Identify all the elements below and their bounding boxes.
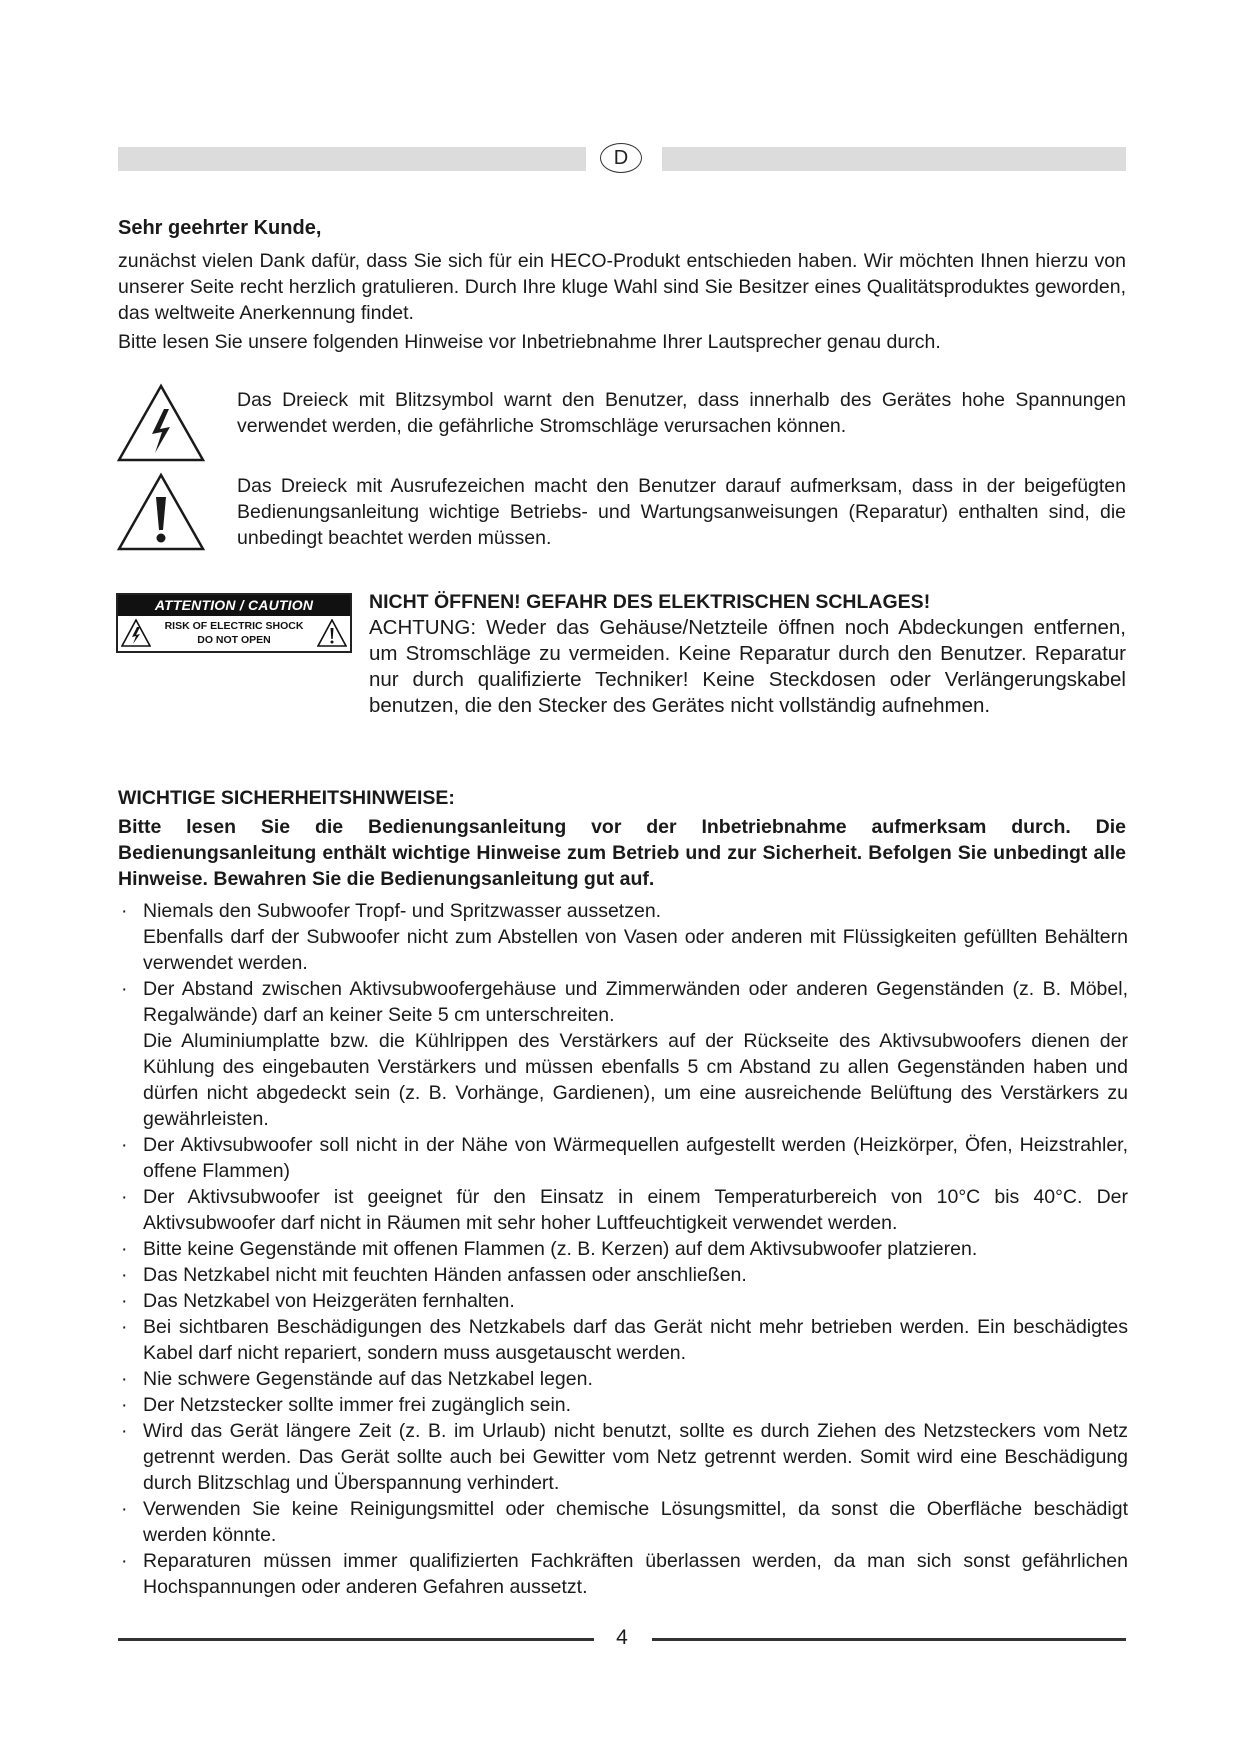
bullet-marker: · [121, 1238, 128, 1260]
caution-label-header: ATTENTION / CAUTION [118, 595, 350, 616]
bullet-marker: · [121, 1134, 128, 1156]
intro-section [118, 215, 1126, 355]
list-item [118, 1132, 1128, 1184]
list-item-text: Niemals den Subwoofer Tropf- und Spritzwasser aussetzen. [143, 900, 662, 922]
list-item-text: Der Aktivsubwoofer ist geeignet für den Einsatz in einem Temperaturbereich von 10°C bis 40°C. Der Aktivsubwoofer darf nicht in Räumen mit sehr hoher Luftfeuchtigkeit verwendet werden. [143, 1186, 1128, 1234]
safety-intro-section [118, 785, 1126, 892]
do-not-open-text: ACHTUNG: Weder das Gehäuse/Netzteile öffnen noch Abdeckungen entfernen, um Stromschläge zu vermeiden. Keine Reparatur durch den Benutzer. Reparatur nur durch qualifizierte Techniker! Keine Steckdosen oder Verlängerungskabel benutzen, die den Stecker des Gerätes nicht vollständig aufnehmen. [369, 616, 1126, 717]
list-item [118, 976, 1128, 1028]
list-item [118, 1392, 1128, 1418]
list-item [118, 1418, 1128, 1496]
bullet-marker: · [121, 1264, 128, 1286]
list-item [118, 1366, 1128, 1392]
caution-exclamation-icon [317, 619, 347, 647]
bullet-marker: · [121, 1368, 128, 1390]
list-item-text: Das Netzkabel nicht mit feuchten Händen anfassen oder anschließen. [143, 1264, 747, 1286]
bullet-marker: · [121, 1290, 128, 1312]
bullet-marker: · [121, 1186, 128, 1208]
header-bar-right [662, 147, 1126, 171]
list-item-text: Der Abstand zwischen Aktivsubwoofergehäuse und Zimmerwänden oder anderen Gegenständen (z. B. Möbel, Regalwände) darf an keiner Seite 5 cm unterschreiten. [143, 978, 1128, 1026]
caution-label-line1: RISK OF ELECTRIC SHOCK [164, 620, 304, 632]
list-item-text: Wird das Gerät längere Zeit (z. B. im Urlaub) nicht benutzt, sollte es durch Ziehen des Netzsteckers vom Netz getrennt werden. Das Gerät sollte auch bei Gewitter vom Netz getrennt werden. Somit wird eine Beschädigung durch Blitzschlag und Überspannung verhindert. [143, 1420, 1128, 1494]
do-not-open-heading: NICHT ÖFFNEN! GEFAHR DES ELEKTRISCHEN SCHLAGES! [369, 591, 931, 613]
exclamation-warning-icon [116, 472, 206, 552]
lightning-warning-icon [116, 383, 206, 463]
intro-paragraph-2: Bitte lesen Sie unsere folgenden Hinweise vor Inbetriebnahme Ihrer Lautsprecher genau durch. [118, 331, 941, 353]
list-item-text: Bitte keine Gegenstände mit offenen Flammen (z. B. Kerzen) auf dem Aktivsubwoofer platzieren. [143, 1238, 978, 1260]
safety-intro: Bitte lesen Sie die Bedienungsanleitung vor der Inbetriebnahme aufmerksam durch. Die Bedienungsanleitung enthält wichtige Hinweise zum Betrieb und zur Sicherheit. Befolgen Sie unbedingt alle Hinweise. Bewahren Sie die Bedienungsanleitung gut auf. [118, 816, 1126, 890]
list-item [118, 1314, 1128, 1366]
list-item [118, 1496, 1128, 1548]
caution-label [116, 593, 352, 653]
bullet-marker: · [121, 1394, 128, 1416]
language-badge [600, 143, 642, 173]
list-item-text: Reparaturen müssen immer qualifizierten Fachkräften überlassen werden, da man sich sonst gefährlichen Hochspannungen oder anderen Gefahren aussetzt. [143, 1550, 1128, 1598]
safety-list [118, 898, 1128, 1600]
list-item [118, 1288, 1128, 1314]
caution-lightning-icon [121, 619, 151, 647]
list-item-text: Der Aktivsubwoofer soll nicht in der Nähe von Wärmequellen aufgestellt werden (Heizkörper, Öfen, Heizstrahler, offene Flammen) [143, 1134, 1128, 1182]
intro-paragraph: zunächst vielen Dank dafür, dass Sie sich für ein HECO-Produkt entschieden haben. Wir möchten Ihnen hierzu von unserer Seite recht herzlich gratulieren. Durch Ihre kluge Wahl sind Sie Besitzer eines Qualitätsproduktes geworden, das weltweite Anerkennung findet. [118, 250, 1126, 324]
bullet-marker: · [121, 1550, 128, 1572]
header-bar-left [118, 147, 586, 171]
list-item-text: Nie schwere Gegenstände auf das Netzkabel legen. [143, 1368, 593, 1390]
list-item [118, 1548, 1128, 1600]
language-badge-label: D [613, 146, 629, 169]
greeting: Sehr geehrter Kunde, [118, 217, 322, 239]
list-item-text: Die Aluminiumplatte bzw. die Kühlrippen des Verstärkers auf der Rückseite des Aktivsubwoofers dienen der Kühlung des eingebauten Verstärkers und müssen ebenfalls 5 cm Abstand zu allen Gegenständen haben und dürfen nicht abgedeckt sein (z. B. Vorhänge, Gardienen), um eine ausreichende Belüftung des Verstärkers zu gewährleisten. [143, 1030, 1128, 1130]
caution-label-line2: DO NOT OPEN [197, 634, 271, 646]
caution-label-body [118, 616, 350, 651]
bullet-marker: · [121, 1498, 128, 1520]
list-item-text: Der Netzstecker sollte immer frei zugänglich sein. [143, 1394, 572, 1416]
list-item [118, 1184, 1128, 1236]
footer-rule-left [118, 1638, 594, 1641]
footer-rule-right [652, 1638, 1126, 1641]
bullet-marker: · [121, 900, 128, 922]
bullet-marker: · [121, 978, 128, 1000]
do-not-open-section [369, 589, 1126, 719]
list-item [118, 1028, 1128, 1132]
list-item-text: Das Netzkabel von Heizgeräten fernhalten. [143, 1290, 515, 1312]
bullet-marker: · [121, 1316, 128, 1338]
list-item-text: Bei sichtbaren Beschädigungen des Netzkabels darf das Gerät nicht mehr betrieben werden. Ein beschädigtes Kabel darf nicht repariert, sondern muss ausgetauscht werden. [143, 1316, 1128, 1364]
page-number: 4 [616, 1626, 628, 1649]
list-item [118, 1262, 1128, 1288]
list-item [118, 898, 1128, 924]
lightning-warning-text: Das Dreieck mit Blitzsymbol warnt den Benutzer, dass innerhalb des Gerätes hohe Spannungen verwendet werden, die gefährliche Stromschläge verursachen können. [237, 389, 1126, 437]
list-item-text: Verwenden Sie keine Reinigungsmittel oder chemische Lösungsmittel, da sonst die Oberfläche beschädigt werden könnte. [143, 1498, 1128, 1546]
list-item [118, 924, 1128, 976]
safety-heading: WICHTIGE SICHERHEITSHINWEISE: [118, 787, 455, 809]
bullet-marker: · [121, 1420, 128, 1442]
list-item [118, 1236, 1128, 1262]
exclamation-warning-text: Das Dreieck mit Ausrufezeichen macht den Benutzer darauf aufmerksam, dass in der beigefügten Bedienungsanleitung wichtige Betriebs- und Wartungsanweisungen (Reparatur) enthalten sind, die unbedingt beachtet werden müssen. [237, 475, 1126, 549]
list-item-text: Ebenfalls darf der Subwoofer nicht zum Abstellen von Vasen oder anderen mit Flüssigkeiten gefüllten Behältern verwendet werden. [143, 926, 1128, 974]
